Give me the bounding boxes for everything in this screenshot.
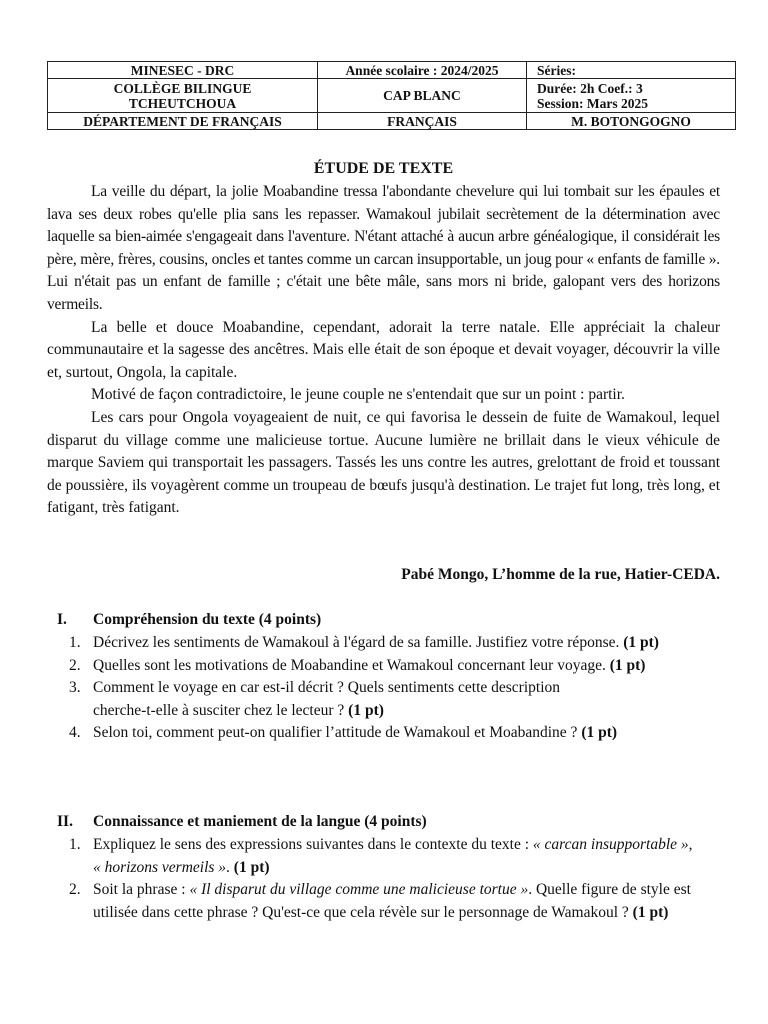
question-points: (1 pt) bbox=[623, 634, 659, 651]
question-quote: « Il disparut du village comme une malicieuse tortue » bbox=[189, 881, 529, 899]
question-text: Expliquez le sens des expressions suivantes dans le contexte du texte : bbox=[93, 836, 533, 853]
question-number: 3. bbox=[69, 679, 81, 697]
question-points: (1 pt) bbox=[233, 858, 270, 876]
section-number: I. bbox=[57, 611, 67, 628]
question-points: (1 pt) bbox=[632, 903, 669, 921]
ministry-cell: MINESEC - DRC bbox=[48, 62, 318, 79]
text-passage bbox=[47, 181, 720, 520]
teacher-cell: M. BOTONGOGNO bbox=[527, 113, 736, 130]
paragraph-4: Les cars pour Ongola voyageaient de nuit, ce qui favorisa le dessein de fuite de Wamakoul, lequel disparut du village comme une malicieuse tortue. Aucune lumière ne brillait dans le vieux véhicule de marque Saviem qui transportait les passagers. Tassés les uns contre les autres, grelottant de froid et toussant de poussière, ils voyagèrent comme un troupeau de bœufs jusqu'à destination. Le trajet fut long, très long, et fatigant, très fatigant. bbox=[47, 408, 720, 517]
series-cell: Séries: bbox=[527, 62, 736, 79]
question-item bbox=[47, 722, 720, 745]
question-points: (1 pt) bbox=[609, 656, 646, 674]
question-points: (1 pt) bbox=[581, 724, 618, 742]
question-item bbox=[47, 655, 720, 678]
section-heading bbox=[47, 609, 720, 632]
question-points: (1 pt) bbox=[348, 701, 384, 719]
question-number: 2. bbox=[69, 881, 81, 899]
section-comprehension bbox=[47, 609, 720, 745]
question-number: 1. bbox=[69, 634, 81, 651]
section-number: II. bbox=[57, 813, 73, 830]
question-number: 2. bbox=[69, 656, 81, 674]
school-name-cell bbox=[48, 79, 318, 113]
section-heading-title: Connaissance et maniement de la langue (4 points) bbox=[93, 813, 427, 830]
paragraph-3: Motivé de façon contradictoire, le jeune couple ne s'entendait que sur un point : partir. bbox=[91, 386, 625, 404]
section-heading-title: Compréhension du texte (4 points) bbox=[93, 611, 322, 628]
question-text-end: . bbox=[226, 858, 234, 876]
school-name-line2: TCHEUTCHOUA bbox=[128, 95, 237, 111]
paragraph-1: La veille du départ, la jolie Moabandine tressa l'abondante chevelure qui lui tombait sur les épaules et lava ses deux robes qu'elle plia sans les repasser. Wamakoul jubilait secrètement de la détermination avec laquelle sa bien-aimée s'engageait dans l'aventure. N'étant attaché à aucun arbre généalogique, il considérait les père, mère, frères, cousins, oncles et tantes comme un carcan insupportable, un joug pour « enfants de famille ». Lui n'était pas un enfant de famille ; c'était une bête mâle, sans mors ni bride, galopant vers des horizons vermeils. bbox=[47, 183, 720, 313]
duration-session-cell bbox=[527, 79, 736, 113]
question-text: Décrivez les sentiments de Wamakoul à l'égard de sa famille. Justifiez votre réponse. bbox=[93, 634, 624, 651]
question-number: 1. bbox=[69, 836, 81, 853]
section-language bbox=[47, 811, 720, 924]
exam-header-table bbox=[47, 61, 736, 130]
question-item bbox=[47, 677, 720, 722]
department-cell: DÉPARTEMENT DE FRANÇAIS bbox=[48, 113, 318, 130]
question-item bbox=[47, 834, 720, 879]
section-heading bbox=[47, 811, 720, 834]
section-title: ÉTUDE DE TEXTE bbox=[313, 160, 454, 177]
question-item bbox=[47, 632, 720, 655]
duration-coef: Durée: 2h Coef.: 3 bbox=[537, 80, 643, 96]
question-list bbox=[47, 632, 720, 745]
session: Session: Mars 2025 bbox=[537, 95, 648, 111]
question-text: Selon toi, comment peut-on qualifier l’attitude de Wamakoul et Moabandine ? bbox=[93, 724, 582, 742]
question-number: 4. bbox=[69, 724, 81, 742]
paragraph-2: La belle et douce Moabandine, cependant, adorait la terre natale. Elle appréciait la chaleur communautaire et la sagesse des ancêtres. Mais elle était de son époque et devait voyager, découvrir la ville et, surtout, Ongola, la capitale. bbox=[47, 318, 720, 381]
school-name-line1: COLLÈGE BILINGUE bbox=[113, 80, 252, 96]
question-text: Quelles sont les motivations de Moabandine et Wamakoul concernant leur voyage. bbox=[93, 656, 610, 674]
question-text: Soit la phrase : bbox=[93, 881, 190, 899]
question-list bbox=[47, 834, 720, 924]
question-text: Comment le voyage en car est-il décrit ? Quels sentiments cette description cherche-t-elle à susciter chez le lecteur ? bbox=[93, 679, 560, 719]
question-text-end: . Quelle figure de style est utilisée dans cette phrase ? Qu'est-ce que cela révèle sur le personnage de Wamakoul ? bbox=[93, 881, 691, 921]
subject-cell: FRANÇAIS bbox=[318, 113, 527, 130]
source-citation: Pabé Mongo, L’homme de la rue, Hatier-CEDA. bbox=[401, 566, 720, 583]
question-quote: « carcan insupportable », « horizons vermeils » bbox=[93, 836, 693, 876]
school-year-cell: Année scolaire : 2024/2025 bbox=[318, 62, 527, 79]
question-item bbox=[47, 879, 720, 924]
exam-name-cell: CAP BLANC bbox=[318, 79, 527, 113]
